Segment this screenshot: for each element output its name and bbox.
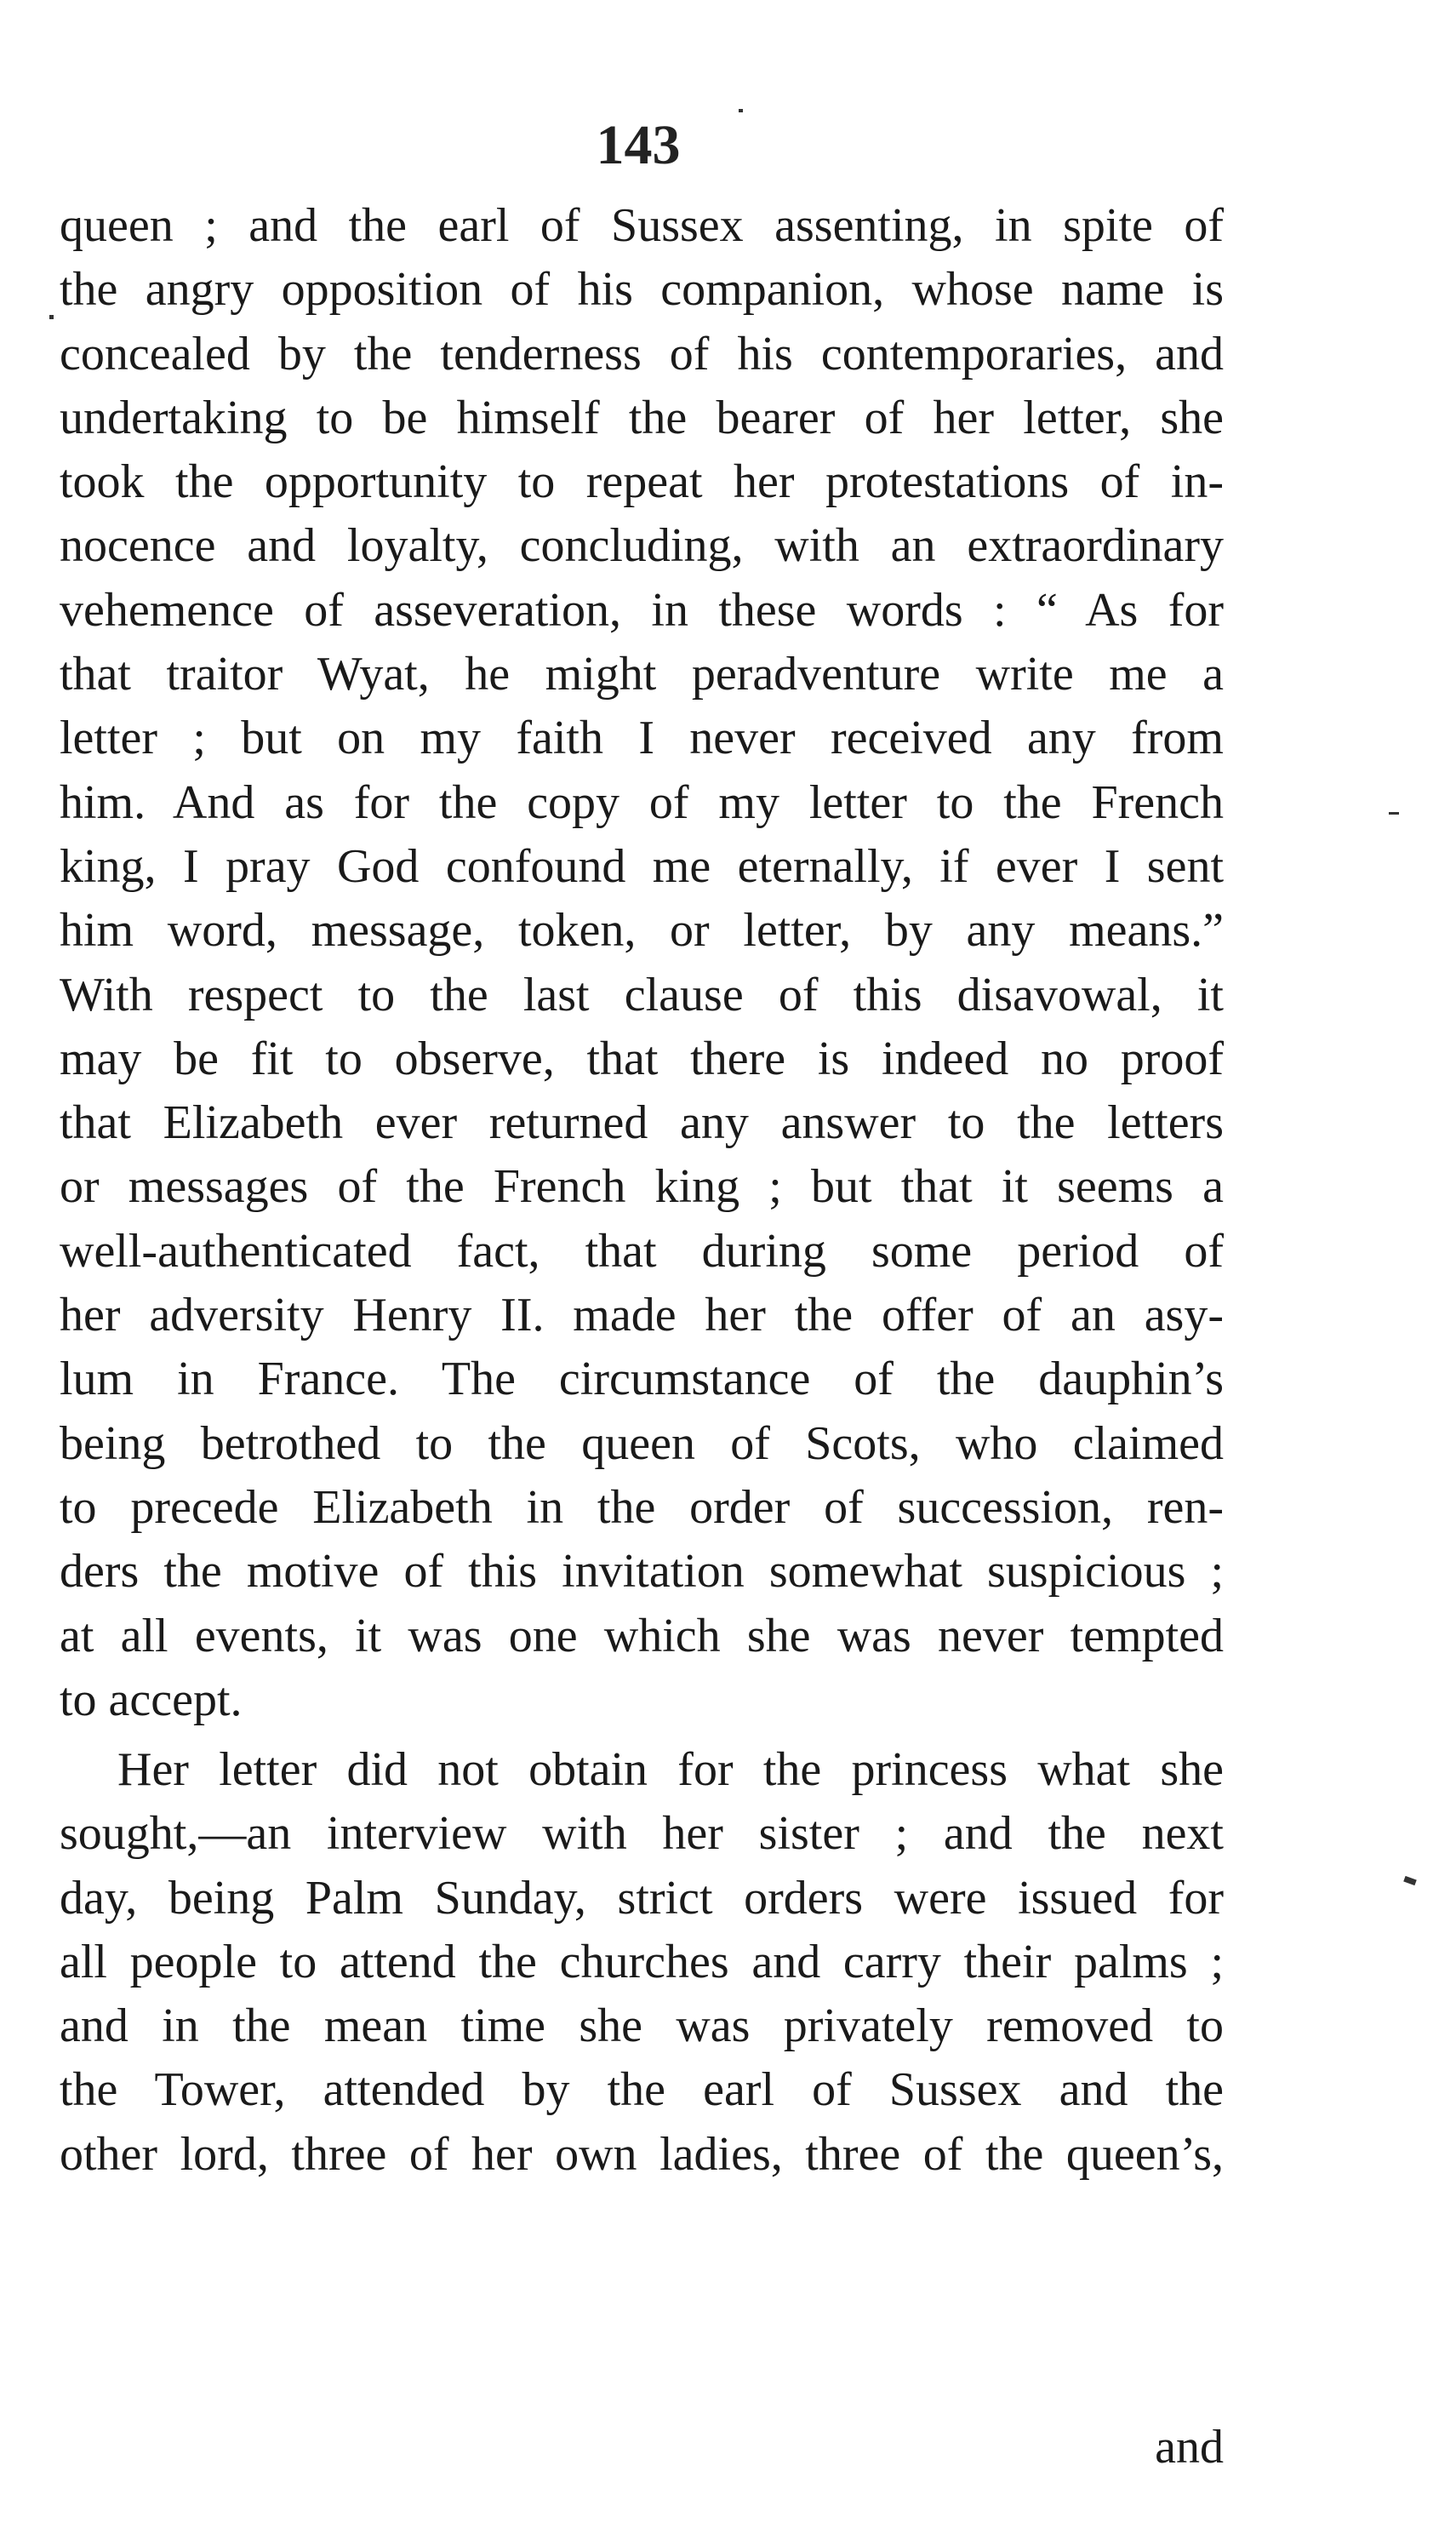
text-line: may be fit to observe, that there is indeed no proof [60,1032,1224,1085]
text-line: well-authenticated fact, that during some period of [60,1224,1224,1278]
page-number: 143 [596,114,681,176]
text-line: all people to attend the churches and carry their palms ; [60,1935,1224,1988]
text-line: sought,—an interview with her sister ; and the next [60,1807,1224,1861]
text-line: Her letter did not obtain for the princess what she [117,1743,1224,1796]
text-line: letter ; but on my faith I never received any from [60,712,1224,765]
text-line: other lord, three of her own ladies, three of the queen’s, [60,2127,1224,2181]
text-line: queen ; and the earl of Sussex assenting, in spite of [60,199,1224,252]
text-line: undertaking to be himself the bearer of her letter, she [60,391,1224,444]
text-line: or messages of the French king ; but that it seems a [60,1160,1224,1214]
catchword: and [1155,2421,1224,2474]
text-line: him. And as for the copy of my letter to the French [60,775,1224,829]
text-line: king, I pray God confound me eternally, if ever I sent [60,839,1224,893]
text-line: vehemence of asseveration, in these words : “ As for [60,583,1224,637]
text-line: With respect to the last clause of this disavowal, it [60,968,1224,1021]
stray-mark-left [49,315,54,319]
text-line: the angry opposition of his companion, whose name is [60,263,1224,317]
text-line: ders the motive of this invitation somewhat suspicious ; [60,1545,1224,1599]
text-line: to accept. [60,1673,243,1726]
text-line: lum in France. The circumstance of the dauphin’s [60,1353,1224,1406]
text-line: and in the mean time she was privately removed to [60,1999,1224,2053]
text-line: nocence and loyalty, concluding, with an extraordinary [60,519,1224,573]
paragraph-2 [60,1738,1224,2187]
text-line: her adversity Henry II. made her the offer of an asy- [60,1289,1224,1342]
text-line: at all events, it was one which she was never tempted [60,1609,1224,1662]
text-line: concealed by the tenderness of his contemporaries, and [60,327,1224,380]
text-line: him word, message, token, or letter, by any means.” [60,904,1224,958]
text-line: to precede Elizabeth in the order of succession, ren- [60,1480,1224,1534]
stray-mark-right-1 [1389,812,1399,815]
paragraph-1 [60,194,1224,1732]
text-line: that traitor Wyat, he might peradventure write me a [60,648,1224,701]
stray-mark-right-2 [1403,1876,1417,1885]
text-line: that Elizabeth ever returned any answer to the letters [60,1096,1224,1150]
text-line: took the opportunity to repeat her protestations of in- [60,455,1224,509]
text-line: the Tower, attended by the earl of Sussex and the [60,2063,1224,2117]
text-line: being betrothed to the queen of Scots, who claimed [60,1416,1224,1470]
text-line: day, being Palm Sunday, strict orders were issued for [60,1871,1224,1925]
stray-mark-top [739,109,743,112]
